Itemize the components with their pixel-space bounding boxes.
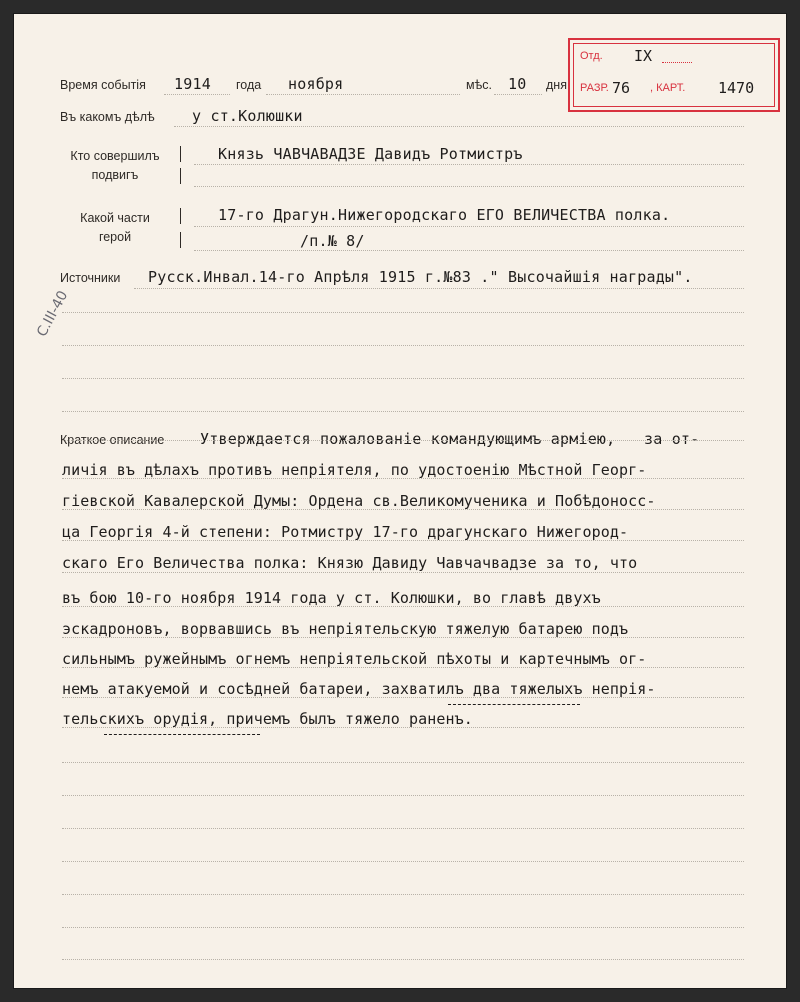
stamp-otd-label: Отд. [580, 50, 603, 62]
hero-label-2: подвигъ [91, 168, 139, 182]
stamp-razr-label: РАЗР. [580, 82, 609, 94]
month-label: мѣс. [466, 78, 492, 92]
desc-first: Утверждается пожалованіе командующимъ арміею, [200, 430, 616, 448]
sources-value: Русск.Инвал.14-го Апрѣля 1915 г.№83 ." Высочайшія награды". [148, 268, 693, 286]
desc-line-3: ца Георгія 4-й степени: Ротмистру 17-го драгунскаго Нижегород- [62, 523, 629, 541]
year-label: года [236, 78, 262, 92]
sources-label: Источники [60, 271, 121, 285]
stamp-otd-value: IX [634, 47, 653, 65]
desc-label: Краткое описание [60, 433, 165, 447]
month-value: ноября [288, 75, 344, 93]
stamp-razr-value: 76 [612, 79, 631, 97]
underline-1 [448, 704, 580, 705]
desc-line-6: эскадроновъ, ворвавшись въ непріятельскую тяжелую батарею подъ [62, 620, 629, 638]
unit-label-2: герой [98, 230, 132, 244]
desc-line-0: за от- [644, 430, 700, 448]
days-label: дня [546, 78, 567, 92]
unit-ref: /п.№ 8/ [300, 232, 365, 250]
desc-line-4: скаго Его Величества полка: Князю Давиду Чавчачвадзе за то, что [62, 554, 638, 572]
stamp-kart-label: , КАРТ. [650, 82, 686, 94]
desc-line-5: въ бою 10-го ноября 1914 года у ст. Колюшки, во главѣ двухъ [62, 589, 601, 607]
hero-label-1: Кто совершилъ [70, 149, 160, 163]
year-value: 1914 [174, 75, 211, 93]
time-label: Время событія [60, 78, 146, 92]
archive-stamp [568, 38, 780, 112]
unit-value: 17-го Драгун.Нижегородскаго ЕГО ВЕЛИЧЕСТВА полка. [218, 206, 671, 224]
desc-line-1: личія въ дѣлахъ противъ непріятеля, по удостоенію Мѣстной Георг- [62, 461, 647, 479]
underline-2 [104, 734, 260, 735]
unit-label-1: Какой части [80, 211, 150, 225]
pencil-note: С.III-40 [34, 288, 72, 340]
stamp-kart-value: 1470 [718, 79, 755, 97]
desc-line-8: немъ атакуемой и сосѣдней батареи, захватилъ два тяжелыхъ непрія- [62, 680, 656, 698]
place-value: у ст.Колюшки [192, 107, 303, 125]
day-value: 10 [508, 75, 527, 93]
place-label: Въ какомъ дѣлѣ [60, 110, 155, 124]
record-card [14, 14, 786, 988]
desc-line-2: гіевской Кавалерской Думы: Ордена св.Великомученика и Побѣдоносс- [62, 492, 656, 510]
desc-line-7: сильнымъ ружейнымъ огнемъ непріятельской пѣхоты и картечнымъ ог- [62, 650, 647, 668]
desc-line-9: тельскихъ орудія, причемъ былъ тяжело раненъ. [62, 710, 473, 728]
hero-value: Князь ЧАВЧАВАДЗЕ Давидъ Ротмистръ [218, 145, 523, 163]
